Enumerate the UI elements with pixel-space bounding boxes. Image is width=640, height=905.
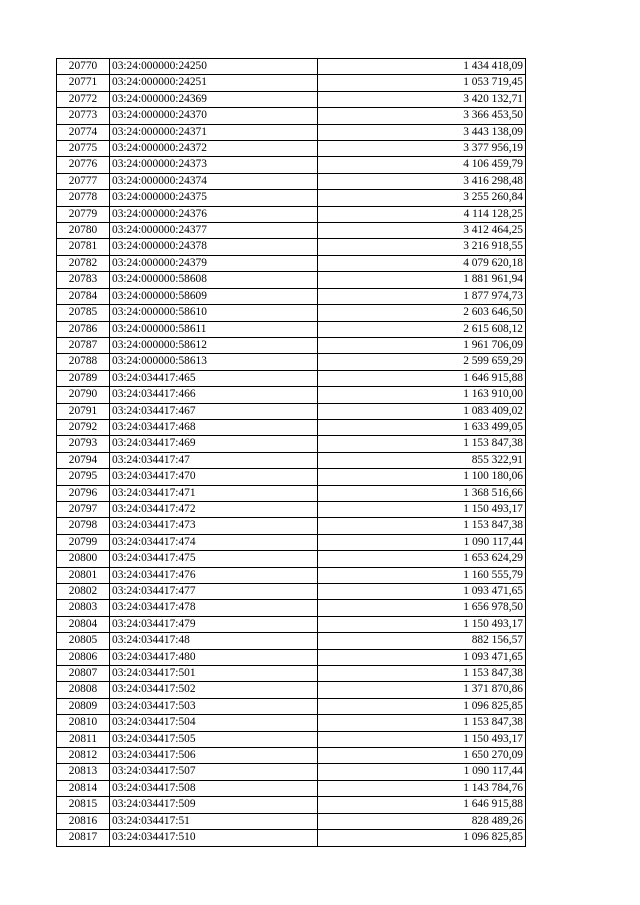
table-row [57, 567, 526, 583]
cadastral-number-cell: 03:24:034417:478 [110, 600, 318, 616]
cadastral-number-cell: 03:24:034417:480 [110, 649, 318, 665]
cadastral-number-cell: 03:24:000000:24370 [110, 108, 318, 124]
table-row [57, 485, 526, 501]
cadastral-number-cell: 03:24:034417:465 [110, 370, 318, 386]
cadastral-number-cell: 03:24:000000:24376 [110, 206, 318, 222]
table-row [57, 354, 526, 370]
table-row [57, 239, 526, 255]
table-row [57, 272, 526, 288]
cadastral-value-cell: 1 153 847,38 [318, 436, 526, 452]
row-number-cell: 20777 [57, 173, 110, 189]
row-number-cell: 20796 [57, 485, 110, 501]
table-row [57, 141, 526, 157]
table-row [57, 206, 526, 222]
cadastral-value-cell: 1 434 418,09 [318, 59, 526, 75]
cadastral-value-cell: 1 646 915,88 [318, 370, 526, 386]
cadastral-value-cell: 3 377 956,19 [318, 141, 526, 157]
table-row [57, 715, 526, 731]
cadastral-value-cell: 1 650 270,09 [318, 748, 526, 764]
cadastral-value-cell: 1 881 961,94 [318, 272, 526, 288]
cadastral-value-cell: 2 603 646,50 [318, 305, 526, 321]
row-number-cell: 20788 [57, 354, 110, 370]
cadastral-value-cell: 1 150 493,17 [318, 731, 526, 747]
row-number-cell: 20782 [57, 255, 110, 271]
table-row [57, 698, 526, 714]
cadastral-value-cell: 1 153 847,38 [318, 666, 526, 682]
cadastral-value-cell: 1 083 409,02 [318, 403, 526, 419]
cadastral-value-cell: 3 255 260,84 [318, 190, 526, 206]
cadastral-value-cell: 2 599 659,29 [318, 354, 526, 370]
cadastral-value-cell: 1 053 719,45 [318, 75, 526, 91]
row-number-cell: 20780 [57, 223, 110, 239]
cadastral-number-cell: 03:24:034417:504 [110, 715, 318, 731]
row-number-cell: 20813 [57, 764, 110, 780]
cadastral-number-cell: 03:24:034417:47 [110, 452, 318, 468]
table-row [57, 501, 526, 517]
table-row [57, 337, 526, 353]
table-row [57, 370, 526, 386]
row-number-cell: 20816 [57, 813, 110, 829]
cadastral-number-cell: 03:24:034417:473 [110, 518, 318, 534]
cadastral-number-cell: 03:24:000000:24377 [110, 223, 318, 239]
table-row [57, 551, 526, 567]
cadastral-value-cell: 1 653 624,29 [318, 551, 526, 567]
cadastral-value-cell: 4 106 459,79 [318, 157, 526, 173]
cadastral-value-cell: 1 961 706,09 [318, 337, 526, 353]
row-number-cell: 20793 [57, 436, 110, 452]
cadastral-number-cell: 03:24:034417:467 [110, 403, 318, 419]
table-row [57, 649, 526, 665]
cadastral-value-cell: 1 646 915,88 [318, 797, 526, 813]
row-number-cell: 20799 [57, 534, 110, 550]
cadastral-number-cell: 03:24:034417:475 [110, 551, 318, 567]
table-row [57, 780, 526, 796]
cadastral-number-cell: 03:24:000000:58613 [110, 354, 318, 370]
table-row [57, 600, 526, 616]
row-number-cell: 20803 [57, 600, 110, 616]
cadastral-number-cell: 03:24:034417:51 [110, 813, 318, 829]
cadastral-value-cell: 4 114 128,25 [318, 206, 526, 222]
table-row [57, 157, 526, 173]
row-number-cell: 20771 [57, 75, 110, 91]
row-number-cell: 20781 [57, 239, 110, 255]
row-number-cell: 20814 [57, 780, 110, 796]
cadastral-value-cell: 4 079 620,18 [318, 255, 526, 271]
table-row [57, 173, 526, 189]
cadastral-value-cell: 1 633 499,05 [318, 419, 526, 435]
cadastral-number-cell: 03:24:000000:24379 [110, 255, 318, 271]
cadastral-value-cell: 1 368 516,66 [318, 485, 526, 501]
cadastral-number-cell: 03:24:000000:58608 [110, 272, 318, 288]
cadastral-number-cell: 03:24:034417:501 [110, 666, 318, 682]
table-row [57, 59, 526, 75]
cadastral-number-cell: 03:24:000000:24371 [110, 124, 318, 140]
cadastral-number-cell: 03:24:000000:58610 [110, 305, 318, 321]
row-number-cell: 20770 [57, 59, 110, 75]
cadastral-value-cell: 1 143 784,76 [318, 780, 526, 796]
row-number-cell: 20795 [57, 469, 110, 485]
cadastral-number-cell: 03:24:034417:479 [110, 616, 318, 632]
cadastral-number-cell: 03:24:034417:507 [110, 764, 318, 780]
row-number-cell: 20811 [57, 731, 110, 747]
cadastral-value-cell: 855 322,91 [318, 452, 526, 468]
row-number-cell: 20774 [57, 124, 110, 140]
table-row [57, 288, 526, 304]
row-number-cell: 20801 [57, 567, 110, 583]
cadastral-value-cell: 1 096 825,85 [318, 698, 526, 714]
table-row [57, 91, 526, 107]
table-row [57, 534, 526, 550]
cadastral-value-cell: 3 412 464,25 [318, 223, 526, 239]
table-row [57, 813, 526, 829]
cadastral-number-cell: 03:24:000000:24251 [110, 75, 318, 91]
cadastral-number-cell: 03:24:034417:503 [110, 698, 318, 714]
cadastral-number-cell: 03:24:034417:506 [110, 748, 318, 764]
cadastral-value-cell: 1 090 117,44 [318, 764, 526, 780]
table-row [57, 321, 526, 337]
row-number-cell: 20805 [57, 633, 110, 649]
table-row [57, 518, 526, 534]
table-row [57, 584, 526, 600]
row-number-cell: 20790 [57, 387, 110, 403]
row-number-cell: 20791 [57, 403, 110, 419]
cadastral-number-cell: 03:24:000000:24373 [110, 157, 318, 173]
cadastral-number-cell: 03:24:000000:24250 [110, 59, 318, 75]
table-row [57, 666, 526, 682]
table-row [57, 387, 526, 403]
table-row [57, 452, 526, 468]
cadastral-number-cell: 03:24:000000:24374 [110, 173, 318, 189]
row-number-cell: 20809 [57, 698, 110, 714]
row-number-cell: 20786 [57, 321, 110, 337]
cadastral-value-cell: 3 416 298,48 [318, 173, 526, 189]
row-number-cell: 20779 [57, 206, 110, 222]
row-number-cell: 20773 [57, 108, 110, 124]
table-row [57, 830, 526, 846]
table-row [57, 682, 526, 698]
cadastral-value-cell: 1 093 471,65 [318, 649, 526, 665]
cadastral-value-cell: 1 093 471,65 [318, 584, 526, 600]
row-number-cell: 20807 [57, 666, 110, 682]
row-number-cell: 20810 [57, 715, 110, 731]
cadastral-value-cell: 1 656 978,50 [318, 600, 526, 616]
cadastral-value-cell: 1 090 117,44 [318, 534, 526, 550]
cadastral-number-cell: 03:24:034417:471 [110, 485, 318, 501]
row-number-cell: 20787 [57, 337, 110, 353]
table-row [57, 75, 526, 91]
table-row [57, 190, 526, 206]
row-number-cell: 20789 [57, 370, 110, 386]
table-row [57, 797, 526, 813]
cadastral-number-cell: 03:24:000000:24369 [110, 91, 318, 107]
cadastral-value-cell: 3 216 918,55 [318, 239, 526, 255]
row-number-cell: 20812 [57, 748, 110, 764]
cadastral-value-cell: 1 160 555,79 [318, 567, 526, 583]
cadastral-number-cell: 03:24:000000:58611 [110, 321, 318, 337]
cadastral-number-cell: 03:24:034417:477 [110, 584, 318, 600]
row-number-cell: 20815 [57, 797, 110, 813]
cadastral-value-cell: 2 615 608,12 [318, 321, 526, 337]
row-number-cell: 20808 [57, 682, 110, 698]
cadastral-number-cell: 03:24:034417:505 [110, 731, 318, 747]
row-number-cell: 20783 [57, 272, 110, 288]
row-number-cell: 20794 [57, 452, 110, 468]
cadastral-value-table [56, 58, 526, 847]
table-row [57, 764, 526, 780]
table-row [57, 469, 526, 485]
cadastral-number-cell: 03:24:034417:472 [110, 501, 318, 517]
table-row [57, 223, 526, 239]
row-number-cell: 20776 [57, 157, 110, 173]
cadastral-number-cell: 03:24:034417:509 [110, 797, 318, 813]
cadastral-number-cell: 03:24:034417:468 [110, 419, 318, 435]
table-row [57, 436, 526, 452]
cadastral-value-cell: 1 153 847,38 [318, 715, 526, 731]
row-number-cell: 20800 [57, 551, 110, 567]
cadastral-value-cell: 3 420 132,71 [318, 91, 526, 107]
table-row [57, 731, 526, 747]
row-number-cell: 20772 [57, 91, 110, 107]
row-number-cell: 20797 [57, 501, 110, 517]
cadastral-value-cell: 882 156,57 [318, 633, 526, 649]
cadastral-number-cell: 03:24:000000:24372 [110, 141, 318, 157]
row-number-cell: 20784 [57, 288, 110, 304]
cadastral-number-cell: 03:24:000000:24375 [110, 190, 318, 206]
row-number-cell: 20817 [57, 830, 110, 846]
row-number-cell: 20798 [57, 518, 110, 534]
cadastral-value-cell: 1 877 974,73 [318, 288, 526, 304]
cadastral-value-cell: 3 443 138,09 [318, 124, 526, 140]
cadastral-number-cell: 03:24:034417:466 [110, 387, 318, 403]
cadastral-number-cell: 03:24:034417:469 [110, 436, 318, 452]
row-number-cell: 20802 [57, 584, 110, 600]
cadastral-value-cell: 1 100 180,06 [318, 469, 526, 485]
table-row [57, 124, 526, 140]
row-number-cell: 20806 [57, 649, 110, 665]
cadastral-number-cell: 03:24:034417:474 [110, 534, 318, 550]
cadastral-number-cell: 03:24:034417:502 [110, 682, 318, 698]
table-row [57, 255, 526, 271]
cadastral-number-cell: 03:24:034417:470 [110, 469, 318, 485]
table-row [57, 748, 526, 764]
cadastral-value-cell: 1 153 847,38 [318, 518, 526, 534]
cadastral-number-cell: 03:24:000000:58612 [110, 337, 318, 353]
table-row [57, 305, 526, 321]
cadastral-value-cell: 1 150 493,17 [318, 501, 526, 517]
cadastral-number-cell: 03:24:034417:510 [110, 830, 318, 846]
cadastral-number-cell: 03:24:034417:508 [110, 780, 318, 796]
row-number-cell: 20775 [57, 141, 110, 157]
table-row [57, 108, 526, 124]
row-number-cell: 20778 [57, 190, 110, 206]
cadastral-value-cell: 3 366 453,50 [318, 108, 526, 124]
table-row [57, 419, 526, 435]
table-body [57, 59, 526, 847]
table-row [57, 616, 526, 632]
row-number-cell: 20785 [57, 305, 110, 321]
row-number-cell: 20804 [57, 616, 110, 632]
cadastral-number-cell: 03:24:000000:58609 [110, 288, 318, 304]
cadastral-value-cell: 1 150 493,17 [318, 616, 526, 632]
cadastral-number-cell: 03:24:034417:476 [110, 567, 318, 583]
cadastral-value-cell: 1 163 910,00 [318, 387, 526, 403]
cadastral-number-cell: 03:24:034417:48 [110, 633, 318, 649]
cadastral-value-cell: 1 371 870,86 [318, 682, 526, 698]
table-row [57, 403, 526, 419]
cadastral-value-cell: 828 489,26 [318, 813, 526, 829]
cadastral-value-cell: 1 096 825,85 [318, 830, 526, 846]
cadastral-number-cell: 03:24:000000:24378 [110, 239, 318, 255]
row-number-cell: 20792 [57, 419, 110, 435]
table-row [57, 633, 526, 649]
